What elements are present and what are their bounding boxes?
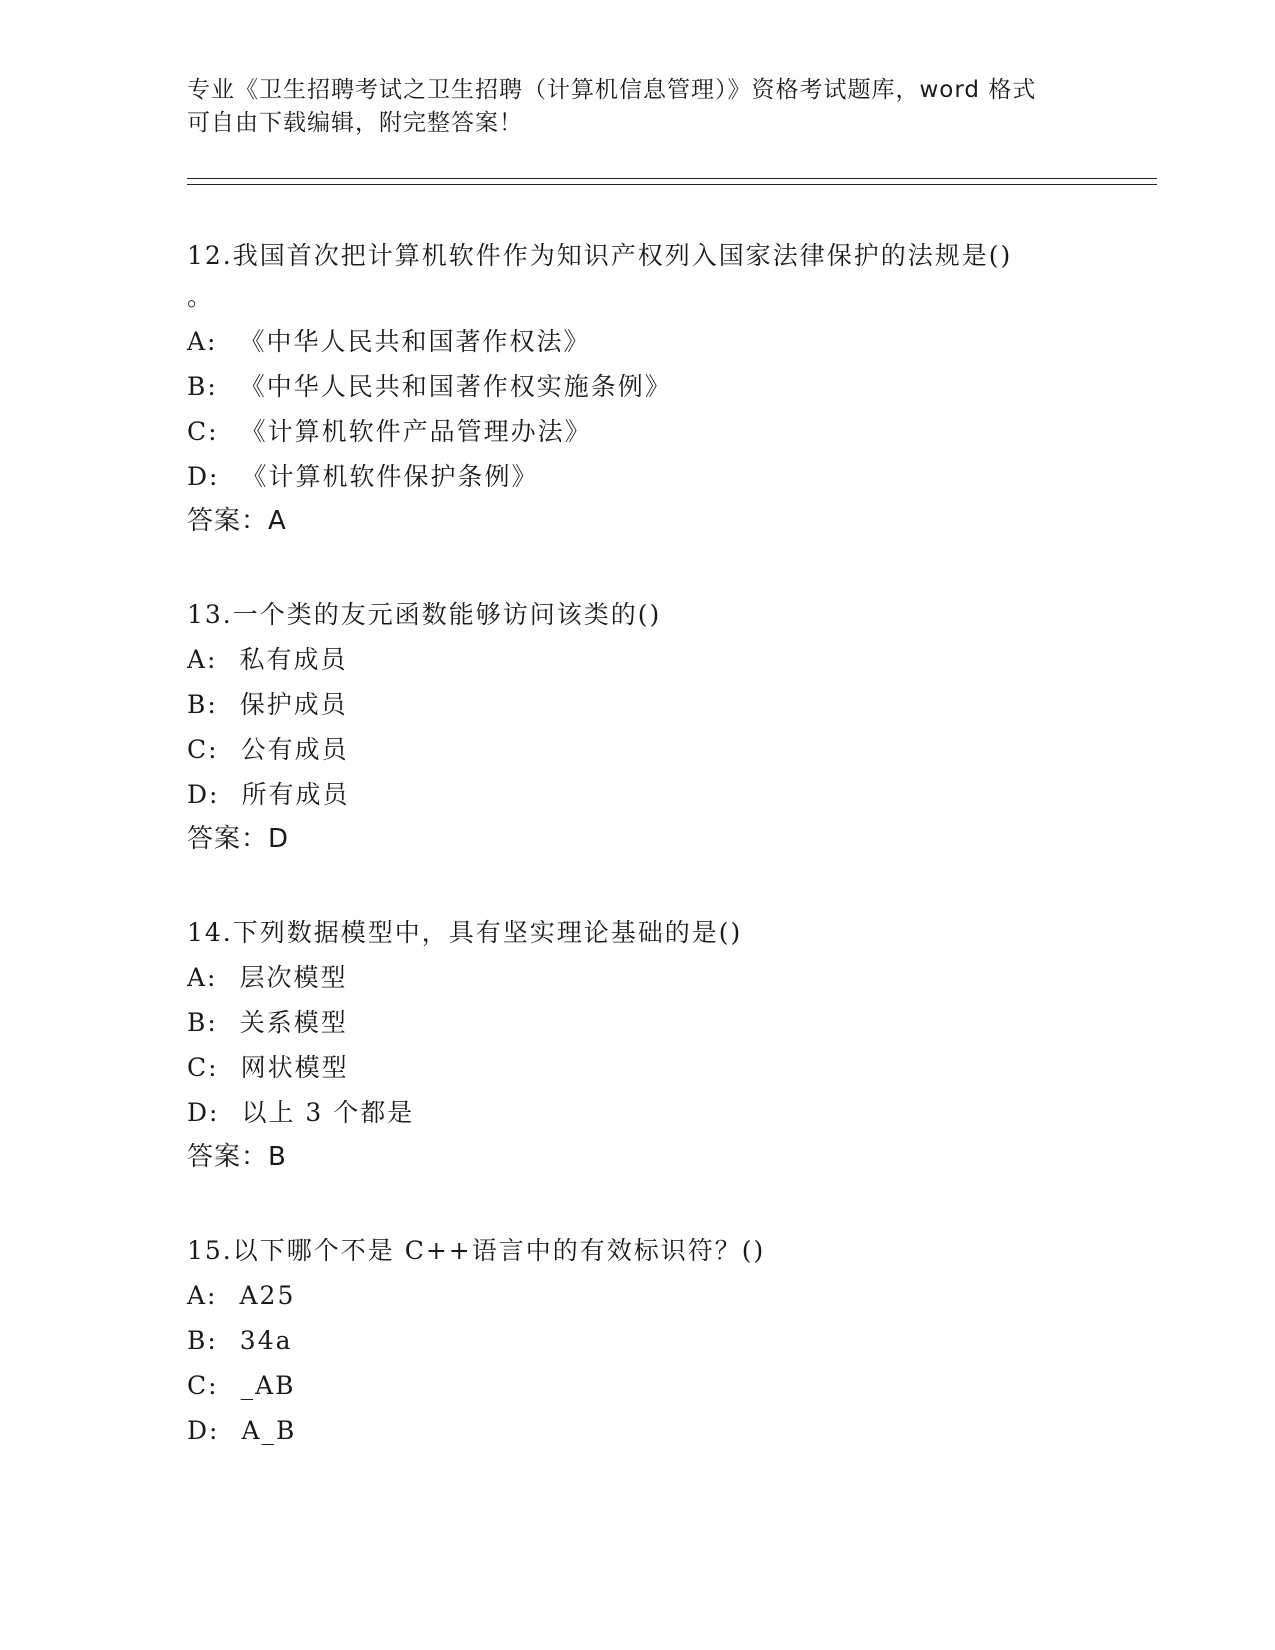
option-text: 《计算机软件保护条例》 xyxy=(241,462,539,491)
option-a xyxy=(187,955,1147,1000)
option-key: C: xyxy=(187,1371,219,1400)
question-stem: 15.以下哪个不是 C++语言中的有效标识符？() xyxy=(187,1236,766,1265)
option-b xyxy=(187,682,1147,727)
header-divider-top xyxy=(187,178,1157,179)
option-c xyxy=(187,409,1147,454)
option-text: A25 xyxy=(239,1281,296,1310)
option-key: C: xyxy=(187,1053,219,1082)
option-key: A: xyxy=(187,963,218,992)
option-text: 《中华人民共和国著作权法》 xyxy=(239,327,591,356)
answer-line: 答案：A xyxy=(187,506,287,536)
option-text: 关系模型 xyxy=(239,1008,348,1037)
option-text: A_B xyxy=(241,1416,297,1445)
option-key: A: xyxy=(187,645,218,674)
question-14 xyxy=(187,910,1147,1180)
question-stem: 14.下列数据模型中，具有坚实理论基础的是() xyxy=(187,918,743,947)
question-15 xyxy=(187,1228,1147,1453)
option-b xyxy=(187,1318,1147,1363)
option-text: 网状模型 xyxy=(240,1053,349,1082)
option-key: C: xyxy=(187,417,219,446)
option-key: D: xyxy=(187,1098,220,1127)
option-key: A: xyxy=(187,327,218,356)
option-c xyxy=(187,1045,1147,1090)
option-key: A: xyxy=(187,1281,218,1310)
option-text: _AB xyxy=(240,1371,296,1400)
document-header xyxy=(187,74,1067,140)
option-a xyxy=(187,319,1147,364)
option-key: D: xyxy=(187,1416,220,1445)
option-b xyxy=(187,364,1147,409)
option-key: B: xyxy=(187,372,218,401)
option-text: 所有成员 xyxy=(241,780,350,809)
option-key: C: xyxy=(187,735,219,764)
answer-line: 答案：B xyxy=(187,1142,287,1172)
option-a xyxy=(187,637,1147,682)
option-d xyxy=(187,1408,1147,1453)
option-a xyxy=(187,1273,1147,1318)
option-d xyxy=(187,454,1147,499)
option-c xyxy=(187,1363,1147,1408)
option-text: 公有成员 xyxy=(240,735,349,764)
option-text: 私有成员 xyxy=(239,645,348,674)
option-text: 34a xyxy=(239,1326,293,1355)
question-stem: 12.我国首次把计算机软件作为知识产权列入国家法律保护的法规是() xyxy=(187,241,1013,270)
option-key: B: xyxy=(187,1008,218,1037)
question-13 xyxy=(187,592,1147,862)
question-stem: 13.一个类的友元函数能够访问该类的() xyxy=(187,600,662,629)
option-key: D: xyxy=(187,780,220,809)
header-line-1: 专业《卫生招聘考试之卫生招聘（计算机信息管理）》资格考试题库，word 格式 xyxy=(187,77,1037,103)
option-key: B: xyxy=(187,1326,218,1355)
question-list xyxy=(187,233,1147,1453)
option-d xyxy=(187,772,1147,817)
option-text: 层次模型 xyxy=(239,963,348,992)
option-text: 《中华人民共和国著作权实施条例》 xyxy=(239,372,672,401)
question-stem-continuation: 。 xyxy=(187,282,213,311)
option-text: 以上 3 个都是 xyxy=(241,1098,415,1127)
option-b xyxy=(187,1000,1147,1045)
option-d xyxy=(187,1090,1147,1135)
option-text: 《计算机软件产品管理办法》 xyxy=(240,417,592,446)
option-key: B: xyxy=(187,690,218,719)
option-key: D: xyxy=(187,462,220,491)
option-text: 保护成员 xyxy=(239,690,348,719)
answer-line: 答案：D xyxy=(187,824,290,854)
option-c xyxy=(187,727,1147,772)
header-divider-bottom xyxy=(187,184,1157,185)
question-12 xyxy=(187,233,1147,544)
header-line-2: 可自由下载编辑，附完整答案！ xyxy=(187,110,523,136)
